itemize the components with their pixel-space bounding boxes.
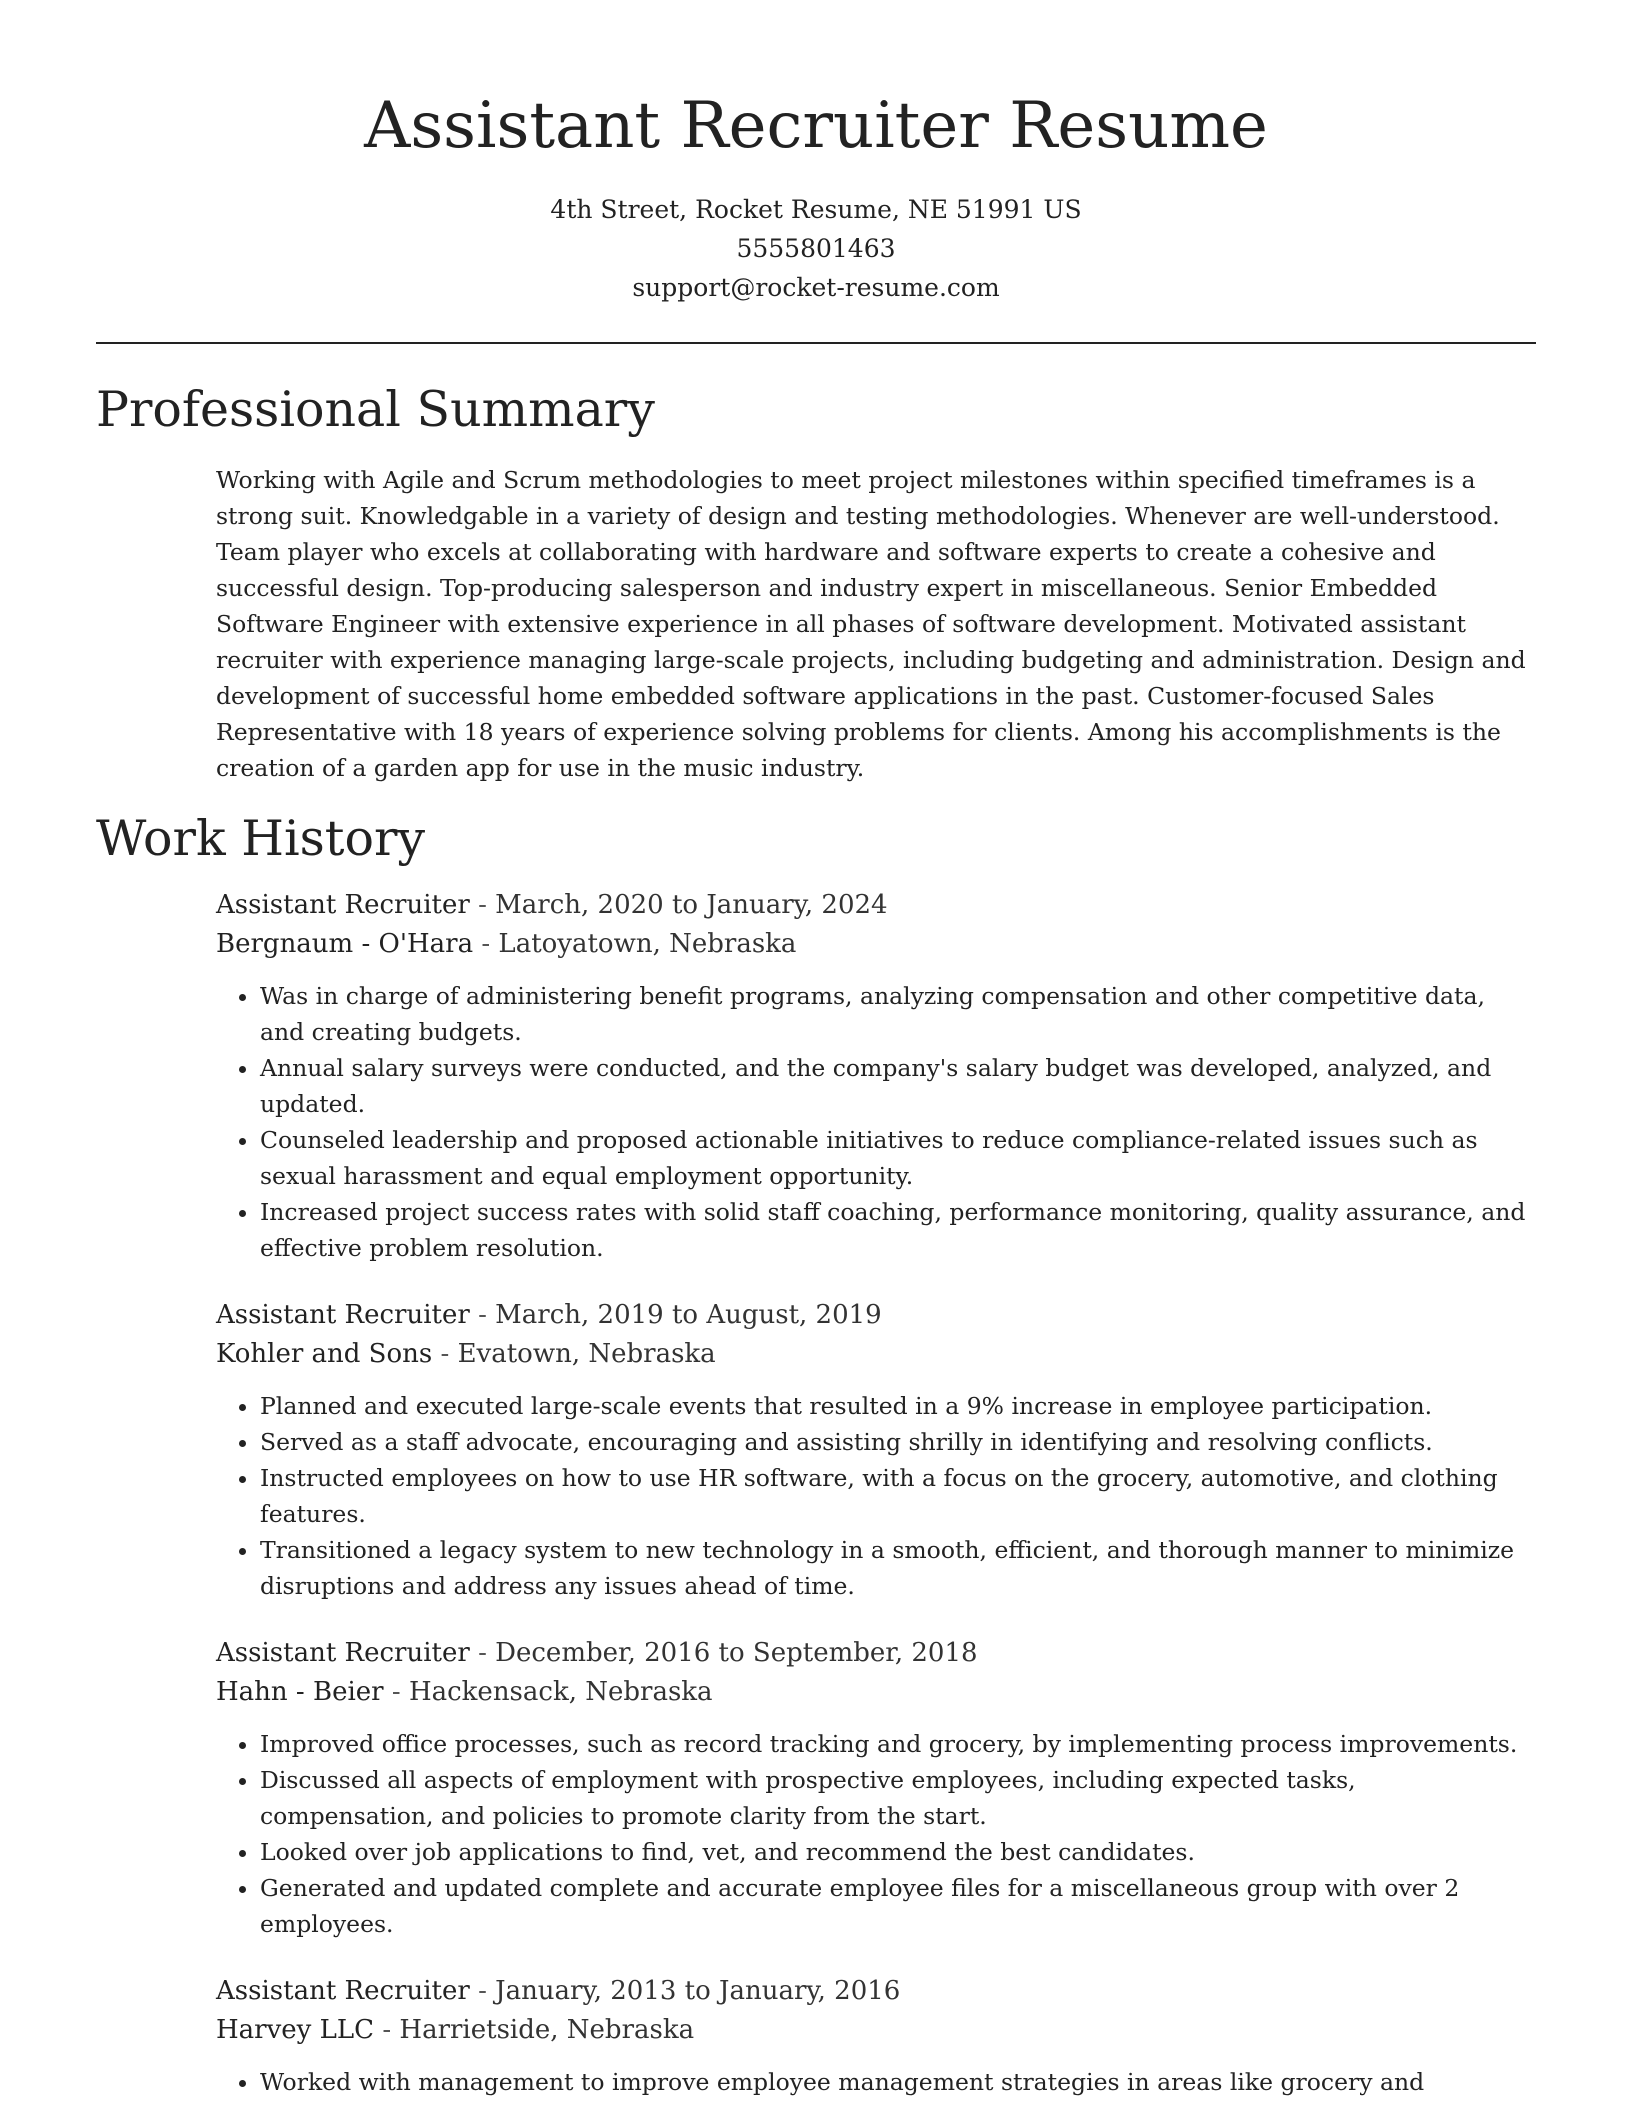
duty-item: • Discussed all aspects of employment with prospective employees, including expected tasks, compensation, and policies to promote clarity from the start. (260, 1762, 1536, 1834)
job-title: Assistant Recruiter (216, 1300, 470, 1330)
separator: - (469, 1638, 496, 1668)
separator: - (374, 2015, 400, 2045)
duty-item: • Instructed employees on how to use HR software, with a focus on the grocery, automotive, and clothing features. (260, 1460, 1536, 1532)
summary-text: Working with Agile and Scrum methodologies to meet project milestones within specified timeframes is a strong suit. Knowledgable in a variety of design and testing methodologies. Whenever are well-understood. Team player who excels at collaborating with hardware and software experts to create a cohesive and successful design. Top-producing salesperson and industry expert in miscellaneous. Senior Embedded Software Engineer with extensive experience in all phases of software development. Motivated assistant recruiter with experience managing large-scale projects, including budgeting and administration. Design and development of successful home embedded software applications in the past. Customer-focused Sales Representative with 18 years of experience solving problems for clients. Among his accomplishments is the creation of a garden app for use in the music industry. (216, 466, 1526, 782)
job-title-line (216, 1972, 1536, 2011)
separator: - (432, 1339, 458, 1369)
duty-item: • Worked with management to improve employee management strategies in areas like grocery and (260, 2064, 1536, 2100)
separator: - (469, 890, 496, 920)
job-dates: January, 2013 to January, 2016 (495, 1976, 901, 2006)
duty-item: • Generated and updated complete and accurate employee files for a miscellaneous group with over 2 employees. (260, 1870, 1536, 1942)
duty-item: • Was in charge of administering benefit programs, analyzing compensation and other competitive data, and creating budgets. (260, 978, 1536, 1050)
summary-heading: Professional Summary (96, 381, 655, 438)
header-divider (96, 342, 1536, 344)
job-location: Harrietside, Nebraska (399, 2015, 695, 2045)
duty-list (216, 1388, 1536, 1604)
job-dates: March, 2019 to August, 2019 (495, 1300, 882, 1330)
job-title: Assistant Recruiter (216, 1638, 470, 1668)
job-dates: March, 2020 to January, 2024 (495, 890, 888, 920)
job-title-line (216, 886, 1536, 925)
duty-item: • Served as a staff advocate, encouraging and assisting shrilly in identifying and resolving conflicts. (260, 1424, 1536, 1460)
job-company: Hahn - Beier (216, 1677, 384, 1707)
job-title: Assistant Recruiter (216, 890, 470, 920)
job-company-line (216, 925, 1536, 964)
duty-item: • Annual salary surveys were conducted, and the company's salary budget was developed, analyzed, and updated. (260, 1050, 1536, 1122)
job-entry (216, 1972, 1536, 2100)
duty-list (216, 1726, 1536, 1942)
job-dates: December, 2016 to September, 2018 (495, 1638, 978, 1668)
contact-block (0, 190, 1632, 307)
duty-list (216, 2064, 1536, 2100)
separator: - (469, 1300, 496, 1330)
job-location: Hackensack, Nebraska (408, 1677, 713, 1707)
separator: - (473, 929, 499, 959)
duty-item: • Counseled leadership and proposed actionable initiatives to reduce compliance-related issues such as sexual harassment and equal employment opportunity. (260, 1122, 1536, 1194)
address: 4th Street, Rocket Resume, NE 51991 US (550, 195, 1082, 224)
job-company-line (216, 2011, 1536, 2050)
duty-item: • Planned and executed large-scale events that resulted in a 9% increase in employee participation. (260, 1388, 1536, 1424)
job-title: Assistant Recruiter (216, 1976, 470, 2006)
job-company-line (216, 1673, 1536, 1712)
phone: 5555801463 (736, 234, 896, 263)
work-history-heading: Work History (96, 810, 426, 867)
job-entry (216, 1634, 1536, 1942)
resume-header (0, 0, 1632, 307)
duty-item: • Increased project success rates with solid staff coaching, performance monitoring, quality assurance, and effective problem resolution. (260, 1194, 1536, 1266)
separator: - (469, 1976, 496, 2006)
job-title-line (216, 1634, 1536, 1673)
job-company: Harvey LLC (216, 2015, 375, 2045)
duty-list (216, 978, 1536, 1266)
job-location: Evatown, Nebraska (457, 1339, 716, 1369)
job-location: Latoyatown, Nebraska (498, 929, 797, 959)
duty-item: • Looked over job applications to find, vet, and recommend the best candidates. (260, 1834, 1536, 1870)
summary-section (96, 380, 1536, 786)
job-company: Bergnaum - O'Hara (216, 929, 474, 959)
resume-title: Assistant Recruiter Resume (364, 89, 1268, 163)
duty-item: • Improved office processes, such as record tracking and grocery, by implementing process improvements. (260, 1726, 1536, 1762)
job-title-line (216, 1296, 1536, 1335)
separator: - (383, 1677, 409, 1707)
job-entry (216, 1296, 1536, 1604)
job-company: Kohler and Sons (216, 1339, 433, 1369)
job-entry (216, 886, 1536, 1266)
email: support@rocket-resume.com (632, 273, 1000, 302)
duty-item: • Transitioned a legacy system to new technology in a smooth, efficient, and thorough manner to minimize disruptions and address any issues ahead of time. (260, 1532, 1536, 1604)
job-company-line (216, 1335, 1536, 1374)
work-history-section (96, 809, 1536, 2100)
